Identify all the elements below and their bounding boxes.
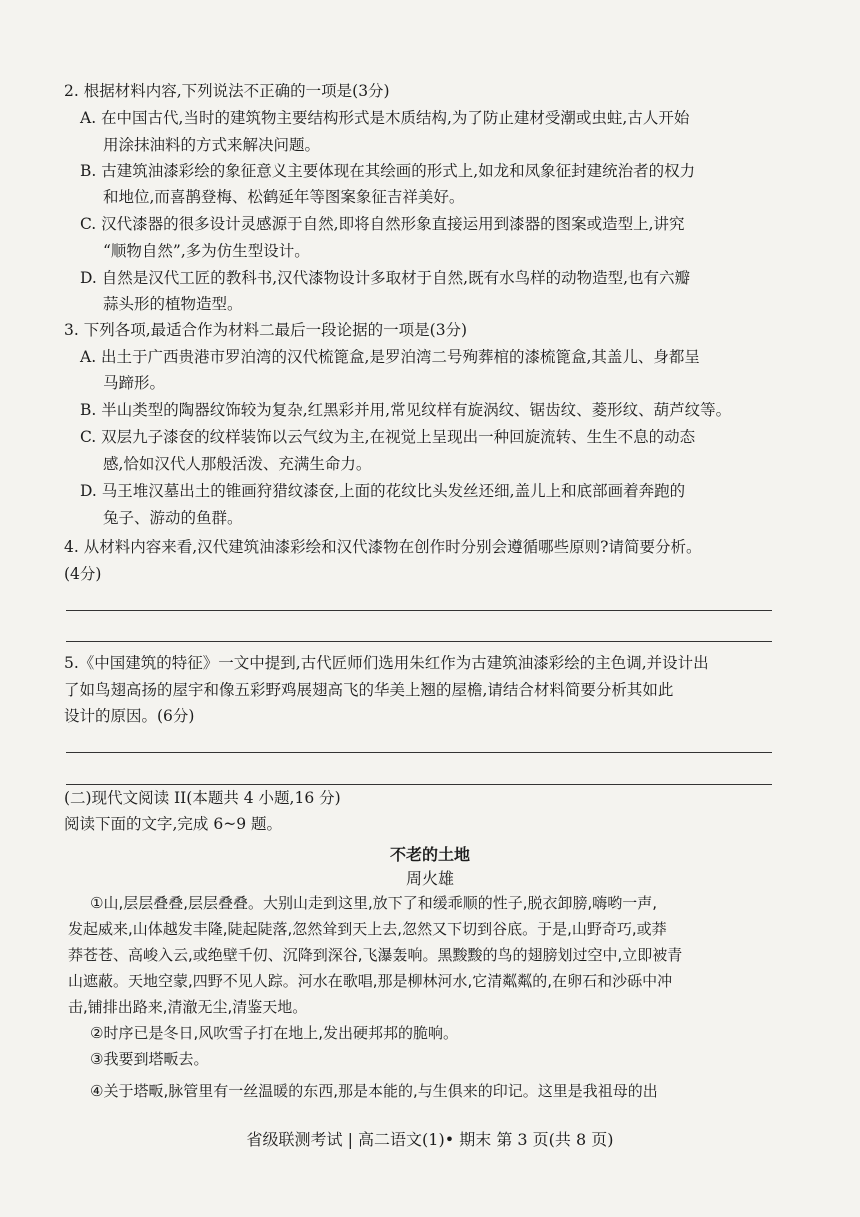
question-3-option-b: B. 半山类型的陶器纹饰较为复杂,红黑彩并用,常见纹样有旋涡纹、锯齿纹、菱形纹、葫芦纹等。: [80, 401, 732, 419]
question-2-option-b-cont: 和地位,而喜鹊登梅、松鹤延年等图案象征吉祥美好。: [103, 188, 465, 206]
question-2-option-c: C. 汉代漆器的很多设计灵感源于自然,即将自然形象直接运用到漆器的图案或造型上,讲究: [80, 215, 685, 233]
question-3-option-a-cont: 马蹄形。: [103, 374, 166, 392]
question-3-option-c-cont: 感,恰如汉代人那般活泼、充满生命力。: [103, 455, 372, 473]
passage-title: 不老的土地: [389, 845, 470, 864]
question-2-option-a-cont: 用涂抹油料的方式来解决问题。: [103, 136, 321, 154]
question-5-stem: 5.《中国建筑的特征》一文中提到,古代匠师们选用朱红作为古建筑油漆彩绘的主色调,并设计出: [64, 654, 709, 672]
passage-paragraph-1-line-2: 发起威来,山体越发丰隆,陡起陡落,忽然耸到天上去,忽然又下切到谷底。于是,山野奇巧,或莽: [68, 920, 667, 938]
question-3-option-a: A. 出土于广西贵港市罗泊湾的汉代梳篦盒,是罗泊湾二号殉葬棺的漆梳篦盒,其盖儿、身都呈: [80, 348, 700, 366]
section-instruction: 阅读下面的文字,完成 6~9 题。: [64, 815, 282, 833]
question-3-option-d: D. 马王堆汉墓出土的锥画狩猎纹漆奁,上面的花纹比头发丝还细,盖儿上和底部画着奔跑的: [80, 482, 686, 500]
question-3-option-d-cont: 兔子、游动的鱼群。: [103, 509, 243, 527]
page-footer: 省级联测考试 | 高二语文(1)• 期末 第 3 页(共 8 页): [246, 1130, 614, 1149]
question-2-stem: 2. 根据材料内容,下列说法不正确的一项是(3分): [64, 82, 390, 100]
question-2-option-d-cont: 蒜头形的植物造型。: [103, 295, 243, 313]
question-2-option-c-cont: “顺物自然”,多为仿生型设计。: [103, 242, 310, 260]
answer-line: [66, 752, 772, 753]
answer-line: [66, 641, 772, 642]
passage-paragraph-1-line-5: 击,铺排出路来,清澈无尘,清鉴天地。: [68, 998, 308, 1016]
passage-paragraph-3: ③我要到塔畈去。: [90, 1050, 209, 1068]
passage-paragraph-1: ①山,层层叠叠,层层叠叠。大别山走到这里,放下了和缓乖顺的性子,脱衣卸膀,嗨哟一声,: [90, 894, 658, 912]
passage-paragraph-1-line-3: 莽苍苍、高峻入云,或绝壁千仞、沉降到深谷,飞瀑轰响。黑黢黢的鸟的翅膀划过空中,立即被青: [68, 946, 683, 964]
passage-paragraph-1-line-4: 山遮蔽。天地空蒙,四野不见人踪。河水在歌唱,那是柳林河水,它清粼粼的,在卵石和沙砾中冲: [68, 972, 673, 990]
question-5-stem-cont: 了如鸟翅高扬的屋宇和像五彩野鸡展翅高飞的华美上翘的屋檐,请结合材料简要分析其如此: [64, 681, 674, 699]
question-4-points: (4分): [64, 565, 102, 583]
passage-paragraph-4: ④关于塔畈,脉管里有一丝温暖的东西,那是本能的,与生俱来的印记。这里是我祖母的出: [90, 1082, 658, 1100]
question-2-option-b: B. 古建筑油漆彩绘的象征意义主要体现在其绘画的形式上,如龙和凤象征封建统治者的权力: [80, 162, 696, 180]
question-2-option-d: D. 自然是汉代工匠的教科书,汉代漆物设计多取材于自然,既有水鸟样的动物造型,也有六瓣: [80, 269, 691, 287]
passage-paragraph-2: ②时序已是冬日,风吹雪子打在地上,发出硬邦邦的脆响。: [90, 1024, 458, 1042]
question-4-stem: 4. 从材料内容来看,汉代建筑油漆彩绘和汉代漆物在创作时分别会遵循哪些原则?请简要分析。: [64, 538, 702, 556]
question-3-option-c: C. 双层九子漆奁的纹样装饰以云气纹为主,在视觉上呈现出一种回旋流转、生生不息的动态: [80, 428, 696, 446]
question-2-option-a: A. 在中国古代,当时的建筑物主要结构形式是木质结构,为了防止建材受潮或虫蛀,古人开始: [80, 109, 690, 127]
answer-line: [66, 784, 772, 785]
question-3-stem: 3. 下列各项,最适合作为材料二最后一段论据的一项是(3分): [64, 321, 468, 339]
question-5-stem-cont-2: 设计的原因。(6分): [64, 707, 195, 725]
answer-line: [66, 610, 772, 611]
section-heading: (二)现代文阅读 II(本题共 4 小题,16 分): [64, 789, 341, 807]
passage-author: 周火雄: [405, 869, 454, 888]
